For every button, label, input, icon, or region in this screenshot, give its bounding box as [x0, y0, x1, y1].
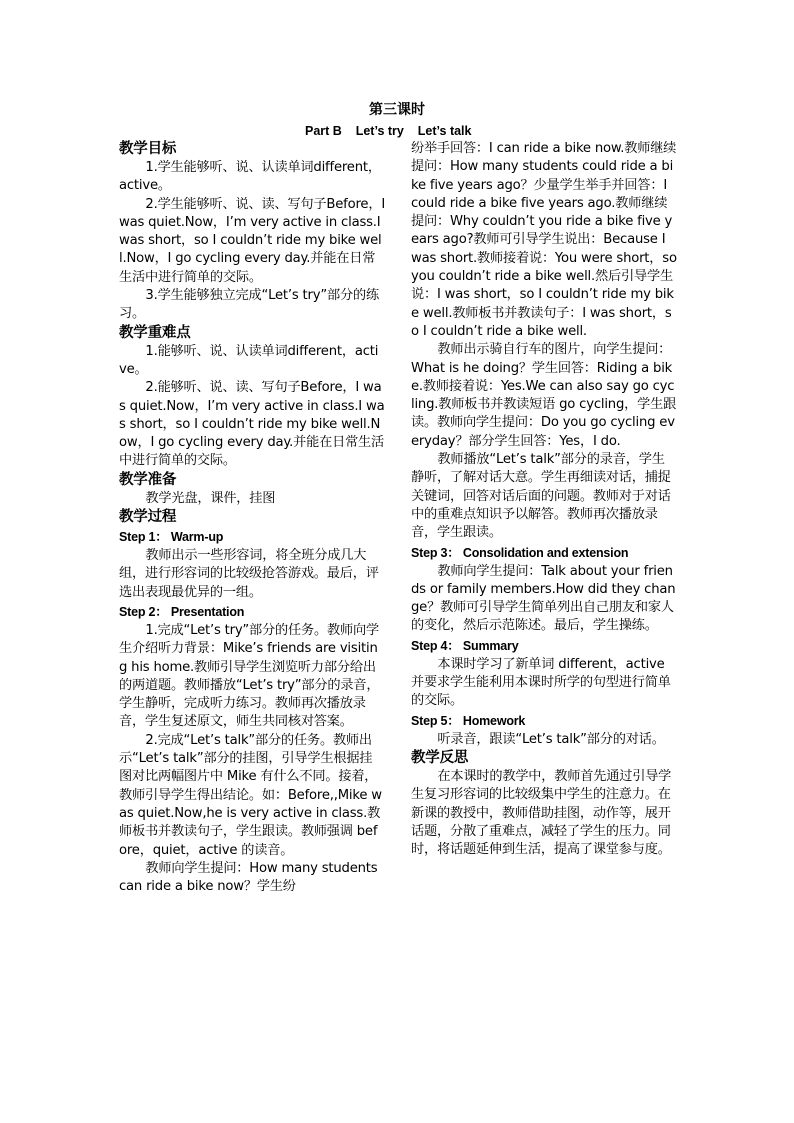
left-column	[119, 140, 385, 896]
lesson-subtitle: Part B Let’s try Let’s talk	[305, 124, 472, 138]
step2-talk-paragraph: 教师播放“Let’s talk”部分的录音，学生静听，了解对话大意。学生再细读对话，捕捉关键词，回答对话后面的问题。教师对于对话中的重难点知识予以解答。教师再次播放录音，学生跟读。	[411, 452, 671, 541]
step2-paragraph-3: 教师向学生提问：How many students can ride a bike now？学生纷	[119, 860, 378, 895]
step3-text: 教师向学生提问：Talk about your friends or family members.How did they change？教师可引导学生简单列出自己朋友和家人的变化，然后示范陈述。最后，学生操练。	[411, 563, 676, 634]
goal-item-2: 2.学生能够听、说、读、写句子Before，I was quiet.Now，I’m very active in class.I was short，so I couldn’t ride my bike well.Now，I go cycling every day.并能在日常生活中进行简单的交际。	[119, 196, 386, 285]
key-points-heading: 教学重难点	[119, 324, 191, 341]
step2-label: Step 2： Presentation	[119, 604, 245, 619]
step1-label: Step 1： Warm-up	[119, 530, 224, 545]
step4-text: 本课时学习了新单词 different，active 并要求学生能利用本课时所学的句型进行简单的交际。	[411, 656, 671, 709]
goals-heading: 教学目标	[119, 141, 177, 157]
step1-text: 教师出示一些形容词，将全班分成几大组，进行形容词的比较级抢答游戏。最后，评选出表现最优异的一组。	[119, 548, 379, 600]
step5-label: Step 5： Homework	[411, 713, 526, 728]
step3-label: Step 3： Consolidation and extension	[411, 545, 629, 560]
step2-paragraph-continued: 纷举手回答：I can ride a bike now.教师继续提问：How many students could ride a bike five years ago？少量学生举手并回答：I could ride a bike five years ago.教师继续提问：Why couldn’t you ride a bike five years ago?教师可引导学生说出：Because I was short.教师接着说：You were short，so you couldn’t ride a bike well.然后引导学生说：I was short，so I couldn’t ride my bike well.教师板书并教读句子：I was short，so I couldn’t ride a bike well.	[411, 141, 677, 339]
step4-label: Step 4： Summary	[411, 638, 519, 653]
step2-cycling-paragraph: 教师出示骑自行车的图片，向学生提问：What is he doing？学生回答：Riding a bike.教师接着说：Yes.We can also say go cycling.教师板书并教读短语 go cycling，学生跟读。教师向学生提问：Do you go cycling everyday？部分学生回答：Yes，I do.	[411, 342, 677, 449]
prep-heading: 教学准备	[119, 471, 177, 488]
reflection-heading: 教学反思	[411, 749, 469, 766]
goal-item-1: 1.学生能够听、说、认读单词different，active。	[119, 160, 381, 194]
process-heading: 教学过程	[119, 509, 177, 526]
prep-text: 教学光盘，课件，挂图	[145, 490, 276, 506]
reflection-text: 在本课时的教学中，教师首先通过引导学生复习形容词的比较级集中学生的注意力。在新课的教授中，教师借助挂图，动作等，展开话题，分散了重难点，减轻了学生的压力。同时，将话题延伸到生活，提高了课堂参与度。	[411, 768, 672, 858]
step2-paragraph-2: 2.完成“Let’s talk”部分的任务。教师出示“Let’s talk”部分的挂图，引导学生根据挂图对比两幅图片中 Mike 有什么不同。接着，教师引导学生得出结论。如：Before,,Mike was quiet.Now,he is very active in class.教师板书并教读句子，学生跟读。教师强调 before，quiet，active 的读音。	[119, 732, 382, 858]
step5-text: 听录音，跟读“Let’s talk”部分的对话。	[437, 731, 665, 747]
key-point-item-1: 1.能够听、说、认读单词different，active。	[119, 343, 379, 377]
goal-item-3: 3.学生能够独立完成“Let’s try”部分的练习。	[119, 288, 379, 322]
lesson-title: 第三课时	[369, 102, 425, 118]
step2-paragraph-1: 1.完成“Let’s try”部分的任务。教师向学生介绍听力背景：Mike’s friends are visiting his home.教师引导学生浏览听力部分给出的两道题。教师播放“Let’s try”部分的录音，学生静听，完成听力练习。教师再次播放录音，学生复述原文，师生共同核对答案。	[119, 622, 380, 730]
key-point-item-2: 2.能够听、说、读、写句子Before，I was quiet.Now，I’m very active in class.I was short，so I couldn’t ride my bike well.Now，I go cycling every day.并能在日常生活中进行简单的交际。	[119, 380, 385, 469]
right-column	[411, 140, 677, 859]
